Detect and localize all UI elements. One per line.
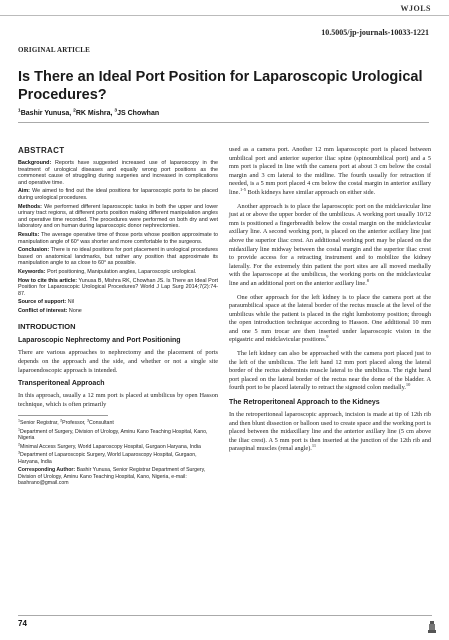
abstract-results: Results: The average operative time of those ports whose position approximate to manipulation angle of 60° was shorter and more comfortable to the surgeons. (18, 231, 218, 245)
article-title: Is There an Ideal Port Position for Laparoscopic Urological Procedures? (18, 69, 423, 103)
footnote-affiliation: $^1$Department of Surgery, Division of Urology, Aminu Kano Teaching Hospital, Kano, Nigeria (18, 427, 208, 442)
abstract-heading: ABSTRACT (18, 146, 65, 155)
corresponding-author: Corresponding Author: Bashir Yunusa, Senior Registrar Department of Surgery, Division of Urology, Aminu Kano Teaching Hospital, Kano, Nigeria, e-mail: bashrano@gmail.com (18, 467, 206, 487)
footer-rule (18, 615, 432, 616)
header-rule (0, 15, 449, 16)
conflict-of-interest: Conflict of interest: None (18, 307, 82, 314)
citation: How to cite this article: Yunusa B, Mishra RK, Chowhan JS. Is There an Ideal Port Position for Laparoscopic Urological Procedures? World J Lap Surg 2014;7(2):74-87. (18, 277, 218, 297)
abstract-conclusion: Conclusion: There is no ideal positions for port placement in urological procedures based on anatomical landmarks, but rather any position that approximate its manipulation angle to as close to 60° as possible. (18, 247, 218, 267)
author-sup: 2 (73, 108, 76, 114)
author-name: JS Chowhan (117, 110, 160, 117)
author-line (18, 110, 159, 117)
abstract-aim: Aim: We aimed to find out the ideal positions for laparoscopic ports to be placed during urological procedures. (18, 188, 219, 201)
body-paragraph: In the retroperitoneal laparoscopic approach, incision is made at tip of 12th rib and then blunt dissection or balloon used to create space and the working port is placed between the midaxillary line and the anterior axillary line (5 cm above the iliac crest). A 5 mm port is then inserted at the junction of the 12th rib and paraspinal muscles (renal angle).$^{11}$ (229, 411, 431, 453)
doi[interactable]: 10.5005/jp-journals-10033-1221 (321, 28, 429, 37)
abstract-keywords: Keywords: Port positioning, Manipulation angles, Laparoscopic urological. (18, 268, 197, 275)
body-paragraph: Another approach is to place the laparoscopic port on the midclavicular line just at or above the upper border of the umbilicus. A working port usually 10/12 mm is positioned a fingerbreadth below the costal margin on the midclavicular axillary line. A second working port, is placed on the anterior axillary line just above the superior iliac crest. An additional working port may be placed on the midaxillary line midway between the costal margin and the superior iliac crest to provide access for a retracting instrument and to mobilize the kidney laterally. For the extremely thin patient the port sites are all moved medially with the laparoscope at the umbilicus, the working ports on the midclavicular line and an additional port on the anterior axillary line.$^8$ (229, 202, 431, 287)
author-sup: 1 (18, 108, 21, 114)
footnote-rule (18, 415, 108, 416)
author-sup: 3 (114, 108, 118, 114)
body-paragraph: used as a camera port. Another 12 mm laparoscopic port is placed between umbilical port and anterior superior iliac spine (spinoumbilical port) and a 5 mm port is placed in line with the camera port at about 3 cm below the costal margin and 3 cm lateral to the midline. The fourth usually for retraction if needed, is a 5 mm port placed 4 cm below the costal margin in anterior axillary line.$^{1-5}$ Both kidneys have similar approach on either side. (229, 146, 431, 196)
author-name: RK Mishra, (75, 110, 115, 117)
abstract-background: Background: Reports have suggested increased use of laparoscopy in the treatment of urological diseases and equally wrong port positions as the commonest cause of struggling during surgeries and increased in complications and operative time. (18, 160, 218, 186)
author-name: Bashir Yunusa, (20, 110, 74, 117)
right-column (229, 146, 431, 459)
publisher-logo-icon (427, 620, 437, 634)
abstract-methods: Methods: We performed different laparoscopic tasks in both the upper and lower urinary tract regions, at different ports position making different manipulation angles and operative time recorded. The procedures were performed on both dry and wet laboratory and on human during laparoscopic donor nephrectomies. (18, 203, 219, 230)
page-number: 74 (18, 619, 27, 628)
author-rule (18, 122, 429, 123)
subheading-retroperitoneal: The Retroperitoneal Approach to the Kidneys (229, 399, 380, 407)
journal-name: WJOLS (400, 4, 431, 13)
subheading-transperitoneal: Transperitoneal Approach (18, 380, 105, 388)
footnote-roles: $^1$Senior Registrar, $^2$Professor, $^3$Consultant (18, 418, 114, 427)
body-paragraph: One other approach for the left kidney is to place the camera port at the paraumbilical space at the lateral border of the rectus muscle at the level of the umbilicus while the patient is placed in the right lumbotomy position; through the open introduction technique according to Hasson. One additional 10 mm and one 5 mm trocar are then inserted under laparoscopic vision in the epigastric and midclavicular positions.$^9$ (229, 293, 431, 344)
left-column (18, 146, 218, 489)
article-type: ORIGINAL ARTICLE (18, 46, 91, 54)
footnote-affiliation: $^3$Department of Laparoscopic Surgery, World Laparoscopy Hospital, Gurgaon, Haryana, India (18, 450, 197, 465)
intro-heading: INTRODUCTION (18, 322, 76, 332)
intro-paragraph: There are various approaches to nephrectomy and the placement of ports depends on the approach and the side, and whether or not a single site laparoendoscopic approach is intended. (18, 349, 218, 374)
body-paragraph: The left kidney can also be approached with the camera port placed just to the left of the umbilicus. The left hand 12 mm port placed along the lateral border of the rectus abdominis muscle lateral to the umbilicus. The right hand port placed on the lateral border of the rectus near the dome of the bladder. A fourth port to be placed laterally to retract the sigmoid colon medially.$^{10}$ (229, 350, 431, 392)
source-of-support: Source of support: Nil (18, 299, 75, 306)
footnote-affiliation: $^2$Minimal Access Surgery, World Laparoscopy Hospital, Gurgaon Haryana, India (18, 442, 201, 450)
intro-paragraph: In this approach, usually a 12 mm port is placed at umbilicus by open Hasson technique, which is often primarily (18, 392, 218, 408)
subheading-nephrectomy: Laparoscopic Nephrectomy and Port Positioning (18, 337, 181, 345)
